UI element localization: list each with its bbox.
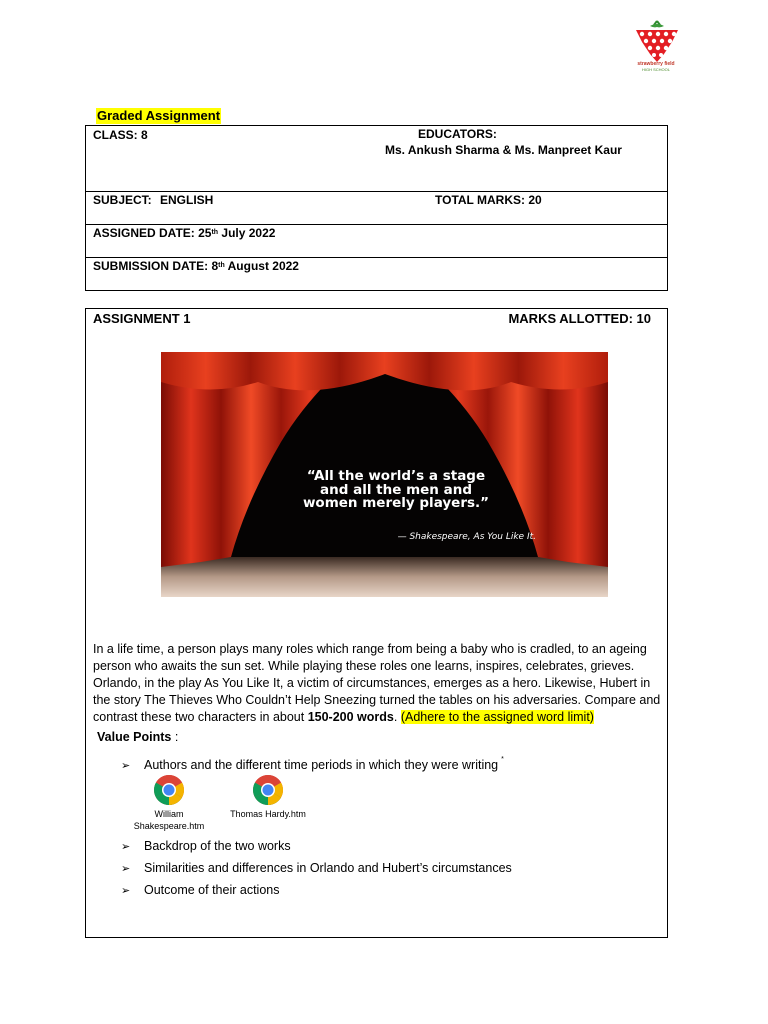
asterisk-mark: * bbox=[501, 756, 504, 763]
subject-row bbox=[86, 192, 667, 225]
value-points-heading bbox=[97, 730, 178, 744]
value-points-colon: : bbox=[171, 730, 179, 744]
file-name-line-1: William bbox=[154, 809, 184, 819]
value-point-text: Authors and the different time periods in which they were writing bbox=[144, 758, 499, 772]
submission-date-prefix: SUBMISSION DATE: 8 bbox=[93, 259, 219, 273]
value-point-item bbox=[121, 860, 512, 877]
word-limit-note: (Adhere to the assigned word limit) bbox=[400, 710, 594, 724]
paragraph-end: . bbox=[393, 710, 401, 724]
arrow-bullet-icon: ➢ bbox=[121, 841, 131, 853]
assignment-title: ASSIGNMENT 1 bbox=[93, 311, 191, 326]
assignment-box bbox=[85, 308, 668, 938]
word-count-requirement: 150-200 words bbox=[307, 710, 394, 724]
assigned-date bbox=[93, 226, 275, 240]
submission-date-ordinal: th bbox=[218, 262, 225, 269]
class-row bbox=[86, 126, 667, 192]
assigned-date-prefix: ASSIGNED DATE: 25 bbox=[93, 226, 212, 240]
assigned-date-row bbox=[86, 225, 667, 258]
page-title: Graded Assignment bbox=[97, 108, 221, 123]
logo-name: strawberry field bbox=[637, 61, 675, 67]
value-point-text: Backdrop of the two works bbox=[144, 839, 291, 853]
file-name: Thomas Hardy.htm bbox=[230, 809, 306, 819]
quote-attribution: — Shakespeare, As You Like It. bbox=[397, 532, 536, 542]
educators-label: EDUCATORS: bbox=[418, 127, 497, 141]
value-point-text: Similarities and differences in Orlando and Hubert’s circumstances bbox=[144, 861, 512, 875]
value-point-item bbox=[121, 882, 279, 899]
paragraph-text: In a life time, a person plays many roles which range from being a baby who is cradled, to an ageing person who awaits the sun set. While playing these roles one learns, inspires, celebrates, grieves. Orlando, in the play As You Like It, a victim of circumstances, emerges as a hero. Likewise, Hubert in the story The Thieves Who Couldn’t Help Sneezing turned the tables on his adversaries. Compare and contrast these two characters in about bbox=[93, 642, 661, 724]
logo-subtitle: HIGH SCHOOL bbox=[641, 67, 670, 72]
assigned-date-suffix: July 2022 bbox=[218, 226, 276, 240]
file-name-line-2: Shakespeare.htm bbox=[133, 821, 205, 831]
arrow-bullet-icon: ➢ bbox=[121, 885, 131, 897]
chrome-icon bbox=[252, 774, 284, 806]
assignment-paragraph bbox=[93, 641, 663, 726]
value-point-text: Outcome of their actions bbox=[144, 883, 280, 897]
chrome-icon bbox=[153, 774, 185, 806]
strawberry-icon bbox=[630, 18, 684, 64]
value-point-item bbox=[121, 752, 504, 774]
educators-names: Ms. Ankush Sharma & Ms. Manpreet Kaur bbox=[385, 143, 622, 157]
file-attachment-shakespeare[interactable] bbox=[124, 774, 214, 832]
value-points-label: Value Points bbox=[97, 730, 172, 744]
info-table bbox=[85, 125, 668, 291]
stage-curtain-image bbox=[161, 352, 608, 597]
marks-allotted: MARKS ALLOTTED: 10 bbox=[508, 311, 651, 326]
value-point-item bbox=[121, 838, 291, 855]
arrow-bullet-icon: ➢ bbox=[121, 863, 131, 875]
total-marks: TOTAL MARKS: 20 bbox=[435, 193, 542, 207]
file-attachment-hardy[interactable] bbox=[218, 774, 318, 820]
subject-label: SUBJECT: bbox=[93, 193, 152, 207]
submission-date bbox=[93, 259, 299, 273]
subject-value: ENGLISH bbox=[160, 193, 214, 207]
class-label: CLASS: 8 bbox=[93, 128, 148, 142]
assigned-date-ordinal: th bbox=[211, 229, 219, 236]
quote-line-1: “All the world’s a stage bbox=[306, 468, 486, 484]
quote-line-3: women merely players.” bbox=[302, 495, 490, 511]
stage-quote bbox=[251, 470, 541, 511]
quote-line-2: and all the men and bbox=[320, 481, 472, 498]
arrow-bullet-icon: ➢ bbox=[121, 760, 131, 772]
submission-date-suffix: August 2022 bbox=[224, 259, 299, 273]
submission-date-row bbox=[86, 258, 667, 290]
